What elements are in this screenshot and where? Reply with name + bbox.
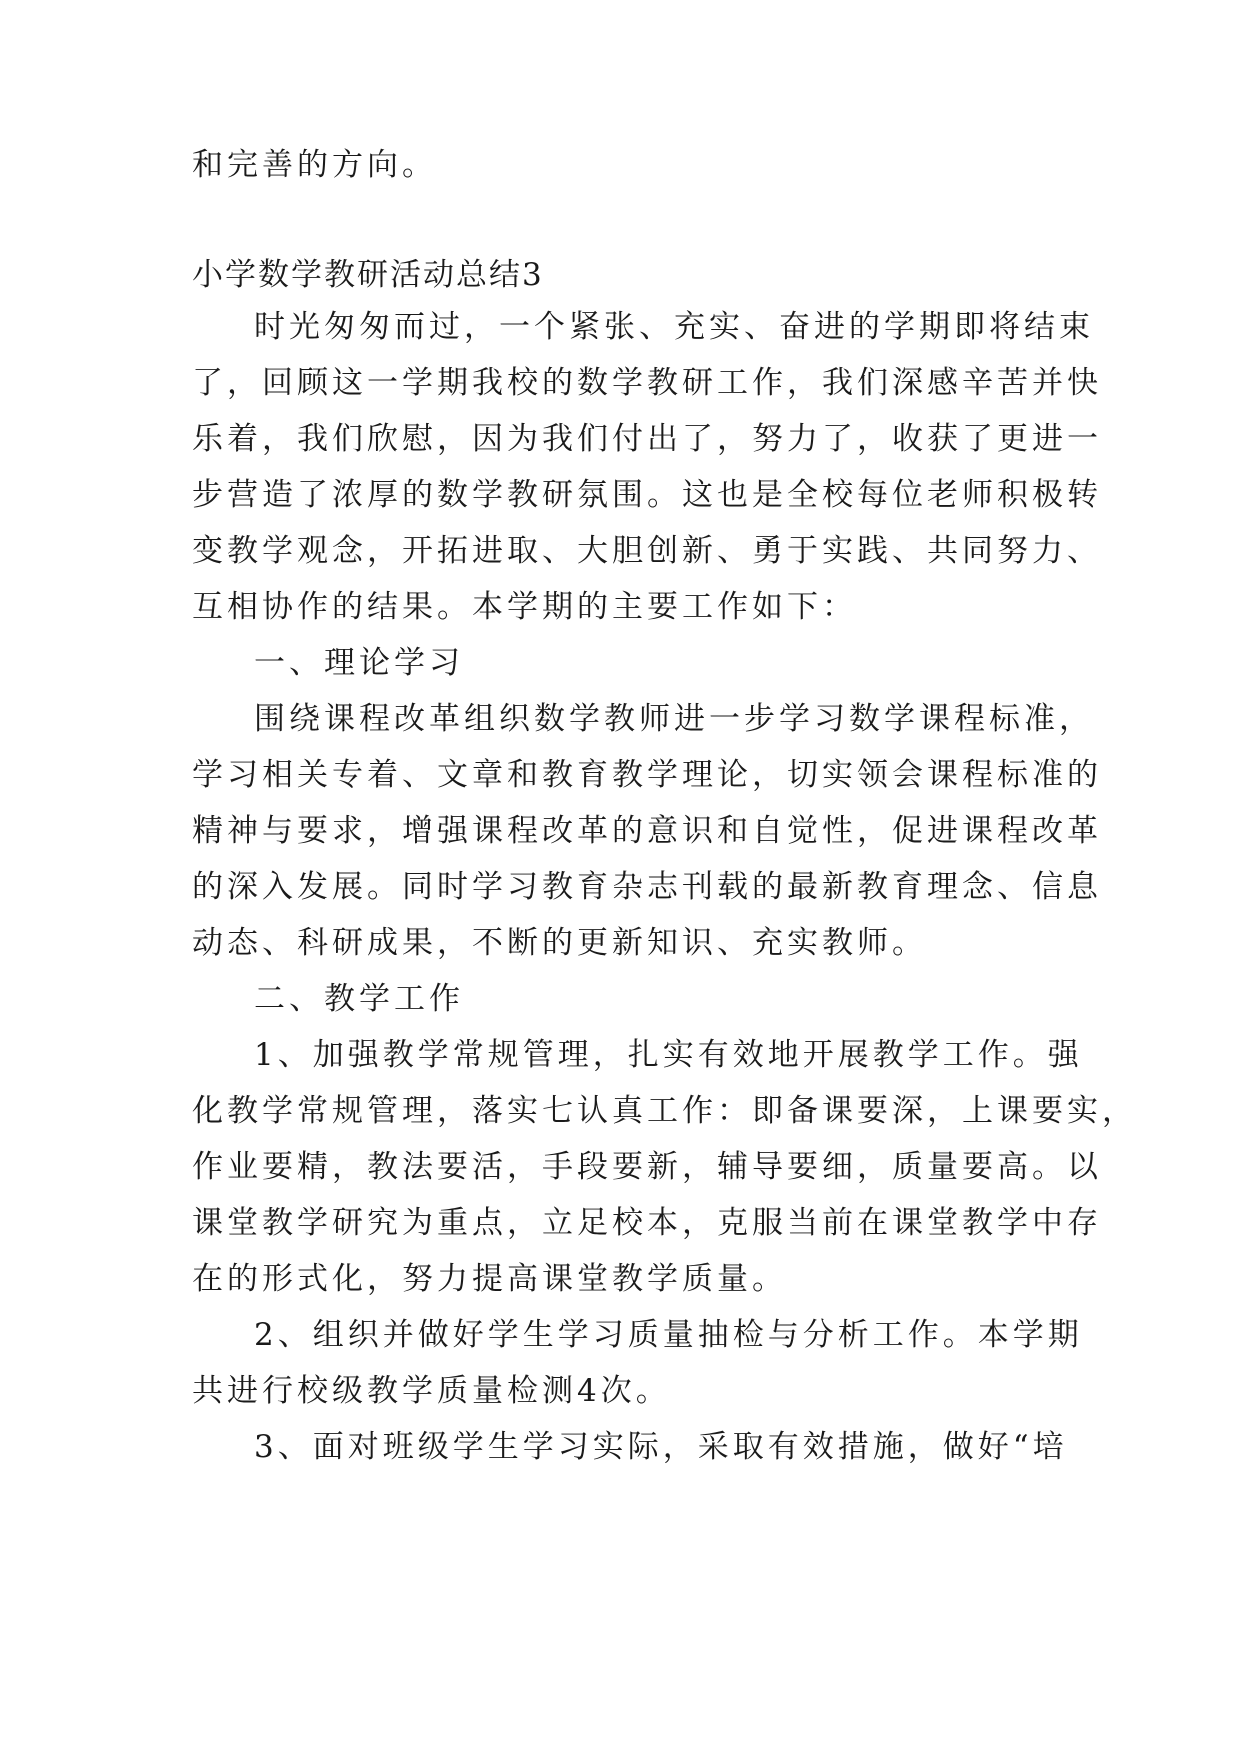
- text-line: 围绕课程改革组织数学教师进一步学习数学课程标准，: [254, 701, 1094, 737]
- text-line: 互相协作的结果。本学期的主要工作如下：: [192, 589, 857, 625]
- text-line: 课堂教学研究为重点，立足校本，克服当前在课堂教学中存: [192, 1205, 1102, 1241]
- text-line: 在的形式化，努力提高课堂教学质量。: [192, 1261, 787, 1297]
- text-line: 共进行校级教学质量检测4次。: [192, 1373, 671, 1409]
- subsection-heading: 一、理论学习: [254, 645, 464, 681]
- text-line: 3、面对班级学生学习实际，采取有效措施，做好“培: [254, 1429, 1068, 1465]
- text-line: 2、组织并做好学生学习质量抽检与分析工作。本学期: [254, 1317, 1083, 1353]
- section-title: 小学数学教研活动总结3: [192, 257, 544, 293]
- text-line: 动态、科研成果，不断的更新知识、充实教师。: [192, 925, 927, 961]
- text-line: 和完善的方向。: [192, 147, 437, 183]
- text-line: 变教学观念，开拓进取、大胆创新、勇于实践、共同努力、: [192, 533, 1102, 569]
- text-line: 化教学常规管理，落实七认真工作：即备课要深，上课要实，: [192, 1093, 1137, 1129]
- text-line: 了，回顾这一学期我校的数学教研工作，我们深感辛苦并快: [192, 365, 1102, 401]
- text-line: 精神与要求，增强课程改革的意识和自觉性，促进课程改革: [192, 813, 1102, 849]
- text-line: 学习相关专着、文章和教育教学理论，切实领会课程标准的: [192, 757, 1102, 793]
- text-line: 步营造了浓厚的数学教研氛围。这也是全校每位老师积极转: [192, 477, 1102, 513]
- text-line: 乐着，我们欣慰，因为我们付出了，努力了，收获了更进一: [192, 421, 1102, 457]
- text-line: 时光匆匆而过，一个紧张、充实、奋进的学期即将结束: [254, 309, 1094, 345]
- text-line: 的深入发展。同时学习教育杂志刊载的最新教育理念、信息: [192, 869, 1102, 905]
- text-line: 作业要精，教法要活，手段要新，辅导要细，质量要高。以: [192, 1149, 1102, 1185]
- text-line: 1、加强教学常规管理，扎实有效地开展教学工作。强: [254, 1037, 1083, 1073]
- subsection-heading: 二、教学工作: [254, 981, 464, 1017]
